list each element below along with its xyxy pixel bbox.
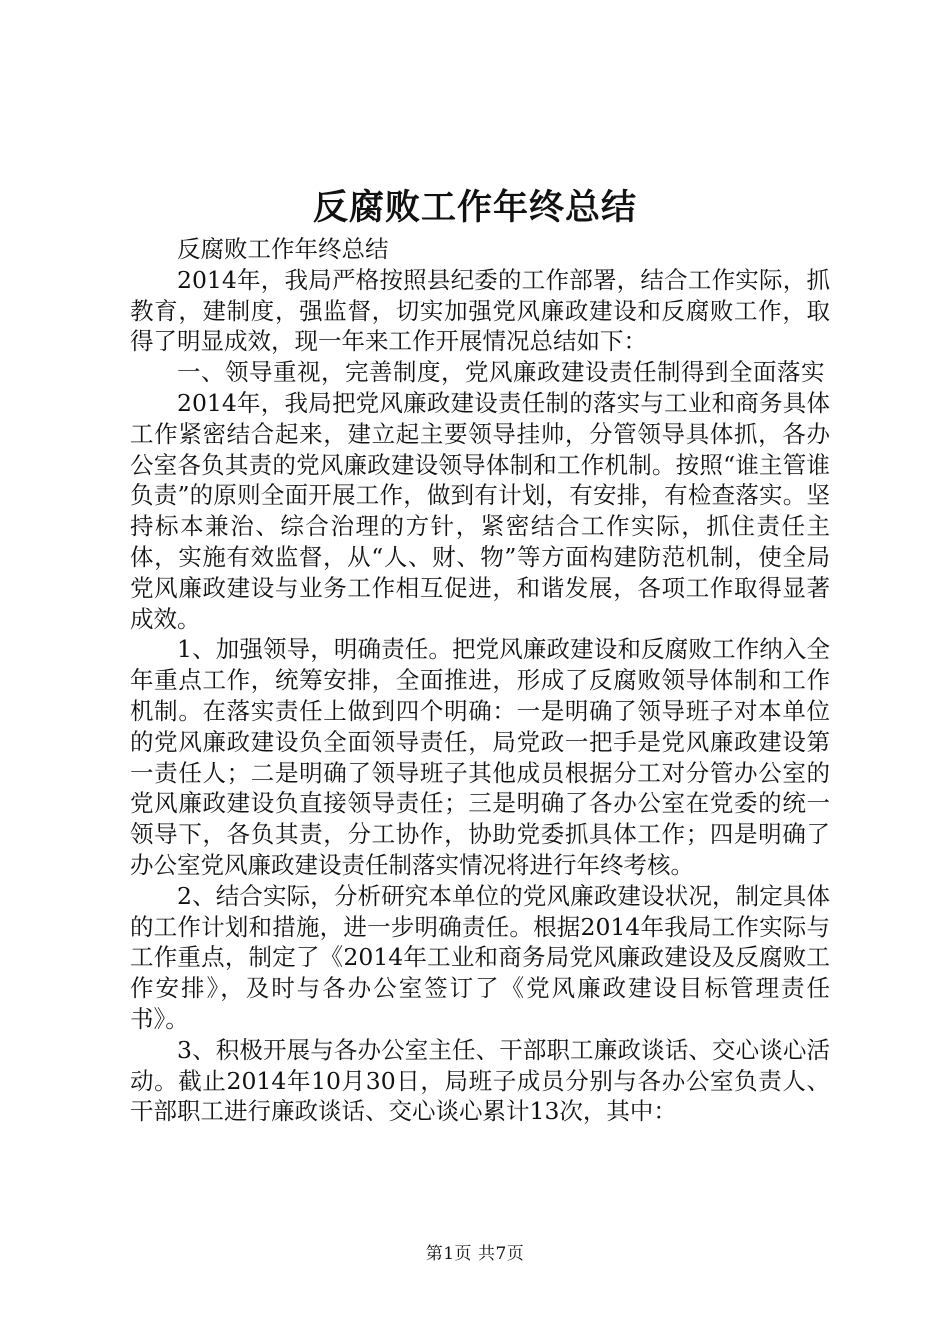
document-title: 反腐败工作年终总结	[312, 187, 637, 228]
document-body	[130, 234, 830, 1127]
body-paragraph: 2014年，我局把党风廉政建设责任制的落实与工业和商务具体工作紧密结合起来，建立起主要领导挂帅，分管领导具体抓，各办公室各负其责的党风廉政建设领导体制和工作机制。按照“谁主管谁负责”的原则全面开展工作，做到有计划，有安排，有检查落实。坚持标本兼治、综合治理的方针，紧密结合工作实际，抓住责任主体，实施有效监督，从“人、财、物”等方面构建防范机制，使全局党风廉政建设与业务工作相互促进，和谐发展，各项工作取得显著成效。	[130, 388, 830, 633]
body-paragraph: 1、加强领导，明确责任。把党风廉政建设和反腐败工作纳入全年重点工作，统筹安排，全面推进，形成了反腐败领导体制和工作机制。在落实责任上做到四个明确：一是明确了领导班子对本单位的党风廉政建设负全面领导责任，局党政一把手是党风廉政建设第一责任人；二是明确了领导班子其他成员根据分工对分管办公室的党风廉政建设负直接领导责任；三是明确了各办公室在党委的统一领导下，各负其责，分工协作，协助党委抓具体工作；四是明确了办公室党风廉政建设责任制落实情况将进行年终考核。	[130, 635, 830, 879]
body-paragraph: 2、结合实际，分析研究本单位的党风廉政建设状况，制定具体的工作计划和措施，进一步明确责任。根据2014年我局工作实际与工作重点，制定了《2014年工业和商务局党风廉政建设及反腐败工作安排》，及时与各办公室签订了《党风廉政建设目标管理责任书》。	[130, 881, 830, 1033]
body-paragraph: 3、积极开展与各办公室主任、干部职工廉政谈话、交心谈心活动。截止2014年10月30日，局班子成员分别与各办公室负责人、干部职工进行廉政谈话、交心谈心累计13次，其中：	[130, 1035, 830, 1126]
intro-paragraph: 2014年，我局严格按照县纪委的工作部署，结合工作实际，抓教育，建制度，强监督，切实加强党风廉政建设和反腐败工作，取得了明显成效，现一年来工作开展情况总结如下：	[130, 265, 830, 356]
document-subtitle: 反腐败工作年终总结	[177, 235, 389, 263]
section-heading: 一、领导重视，完善制度，党风廉政建设责任制得到全面落实	[177, 358, 825, 387]
page-number-footer: 第1页 共7页	[425, 1244, 525, 1264]
